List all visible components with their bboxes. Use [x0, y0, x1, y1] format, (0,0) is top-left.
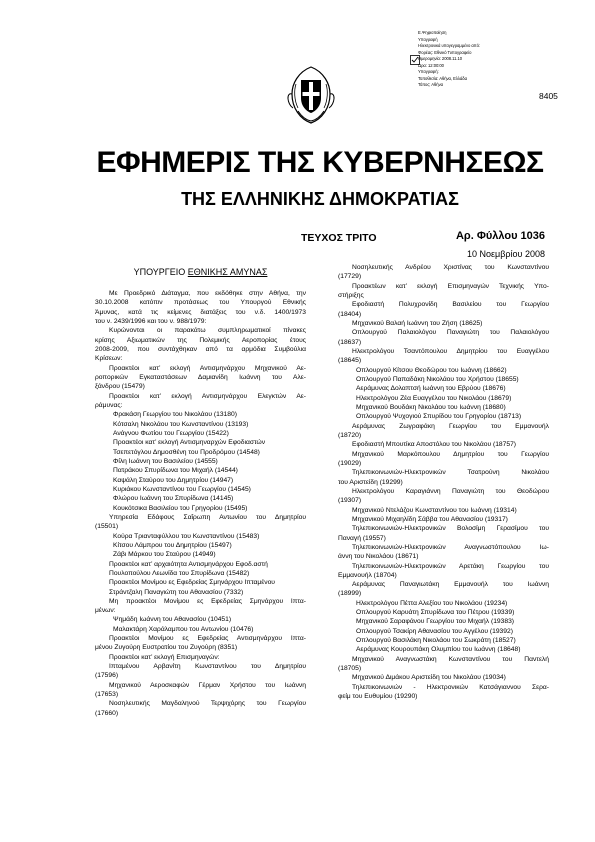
stamp-line: Υπογραφή: — [418, 69, 439, 74]
text-line: Προακτέοι Μονίμου ες Εφεδρείας Σμηνάρχου Ιπταμένου — [109, 579, 275, 587]
text-line: Οπλουργού Καρυάτη Σπυρίδωνα του Πέτρου (19339) — [356, 609, 515, 617]
text-line: στήριξης — [338, 291, 364, 299]
text-line: Προακτέοι κατ’ εκλογή Επισμηναγών: — [109, 653, 220, 661]
text-line: Ψημάδη Ιωάννη του Αθανασίου (10451) — [113, 616, 232, 624]
text-line: του ν. 2439/1996 και του ν. 988/1979: — [95, 317, 207, 325]
text-line: Ηλεκτρολόγου Καραγιάννη Παναγιώτη του Θεοδώρου — [352, 487, 549, 495]
text-line: Μηχανικού Βαλαή Ιωάννη του Ζήση (18625) — [352, 319, 483, 327]
text-line: Κρίσεων: — [95, 355, 123, 363]
text-line: Μηχανικού Αεροσκαφών Γέρμαν Χρήστου του Ιωάννη — [109, 681, 306, 689]
text-line: Μηχανικού Βουδάκη Νικολάου του Ιωάννη (18680) — [356, 403, 506, 411]
right-column-text — [338, 263, 549, 701]
text-line: Μηχανικού Ντελάζου Κωνσταντίνου του Ιωάννη (19314) — [352, 506, 517, 514]
text-line: Ιπταμένου Αρβανίτη Κωνσταντίνου του Δημητρίου — [109, 663, 306, 671]
stamp-line: Ώρα: 12:00:00 — [418, 62, 444, 68]
text-line: Οπλουργού Παλαιολόγου Παναγιώτη του Παλαιολόγου — [352, 329, 549, 337]
text-line: άννη του Νικολάου (18671) — [338, 553, 419, 561]
text-line: Ανάγνου Φωτίου του Γεωργίου (15422) — [113, 429, 229, 437]
text-line: (18645) — [338, 357, 362, 365]
text-line: Νοσηλευτικής Μαγδαληνού Τερψιχόρης του Γεωργίου — [109, 700, 306, 708]
text-line: Προακτέοι Μονίμου ες Εφεδρείας Αντισμηνάρχου Ιπτα- — [109, 635, 306, 643]
text-line: Κουκότσικα Βασιλείου του Γρηγορίου (15495) — [113, 504, 248, 512]
text-line: Εφοδιαστή Μπουτίκα Αποστόλου του Νικολάου (18757) — [352, 441, 517, 449]
text-line: Πουλοπούλου Λεωνίδα του Σπυρίδωνα (15482) — [109, 569, 250, 577]
text-line: Τηλεπικοινωνιών - Ηλεκτρονικών Κατσάγιαννου Σερα- — [352, 683, 549, 691]
text-line: Μηχανικού Μαρκόπουλου Δημητρίου του Γεωργίου — [352, 450, 549, 458]
text-line: Καψάλη Σταύρου του Δημητρίου (14947) — [113, 476, 234, 484]
text-line: Προακτέοι κατ’ αρχαιότητα Αντισμηνάρχου Εφοδ.αστή — [109, 560, 268, 568]
ministry-name: ΕΘΝΙΚΗΣ ΑΜΥΝΑΣ — [187, 267, 268, 277]
text-line: Παναγή (19557) — [338, 534, 386, 542]
text-line: του Αριστείδη (19299) — [338, 478, 403, 486]
text-line: Ζάβι Μάρκου του Σταύρου (14949) — [113, 551, 216, 559]
text-line: Κίτσου Λάμπρου του Δημητρίου (15497) — [113, 541, 232, 549]
text-line: Με Προεδρικό Διάταγμα, που εκδόθηκε στην Αθήνα, την — [109, 290, 306, 297]
text-line: Μηχανικού Αναγνωστάκη Κωνσταντίνου του Παντελή — [352, 655, 549, 663]
text-line: Υπηρεσία Εδάφους Σαΐρωπη Αντωνίου του Δημητρίου — [109, 513, 306, 521]
text-line: ξάνδρου (15479) — [95, 383, 145, 391]
text-line: 30.10.2008 κατόπιν προτάσεως του Υπουργού Εθνικής — [95, 299, 306, 307]
text-line: Ηλεκτρολόγου Ζέα Ευαγγέλου του Νικολάου (18679) — [356, 394, 512, 402]
digital-signature-stamp — [418, 30, 480, 89]
text-line: Ηλεκτρολόγου Πέττα Αλεξίου του Νικολάου (19234) — [356, 599, 508, 607]
text-line: Νοσηλευτικής Ανδρέου Χριστίνας του Κωνσταντίνου — [352, 264, 549, 271]
text-line: φείμ του Ευθυμίου (19290) — [338, 693, 418, 701]
text-line: Μηχανικού Διμάκου Αριστείδη του Νικολάου (19034) — [352, 674, 506, 682]
text-line: Φρακάση Γεωργίου του Νικολάου (13180) — [113, 411, 237, 419]
text-line: (17653) — [95, 691, 119, 699]
text-line: Αεράμυνας Ζωγραφάκη Γεωργίου του Εμμανουήλ — [352, 422, 549, 430]
text-line: Προακτέοι κατ’ εκλογή Αντισμηναρχών Εφοδιαστών — [113, 439, 266, 447]
stamp-line: Τόπος: Αθήνα — [418, 82, 444, 87]
gazette-subheading: ΤΗΣ ΕΛΛΗΝΙΚΗΣ ΔΗΜΟΚΡΑΤΙΑΣ — [181, 189, 459, 209]
text-line: Τηλεπικοινωνιών-Ηλεκτρονικών Αναγνωστόπουλου Ιω- — [352, 543, 549, 551]
page-number: 8405 — [539, 91, 558, 101]
text-line: (17660) — [95, 709, 119, 717]
text-line: (15501) — [95, 523, 119, 531]
text-line: κρίσης Αξιωματικών της Πολεμικής Αεροπορίας έτους — [95, 336, 306, 344]
text-line: Μηχανικού Σαραφάνου Γεωργίου του Μιχαήλ (19383) — [356, 618, 515, 626]
text-line: Πατράκου Σπυρίδωνα του Μιχαήλ (14544) — [113, 467, 238, 475]
text-line: Προακτέοι κατ’ εκλογή Αντισμηνάρχου Ελεγκτών Αε- — [109, 392, 306, 400]
text-line: ράμυνας: — [95, 401, 123, 409]
text-line: (17596) — [95, 672, 119, 680]
text-line: Οπλουργού Τσακίρη Αθανασίου του Αγγέλου (19392) — [356, 627, 513, 635]
text-line: Μηχανικού Μιχαηλίδη Σάββα του Αθανασίου (19317) — [352, 515, 508, 523]
text-line: (18705) — [338, 665, 362, 673]
issue-volume: ΤΕΥΧΟΣ ΤΡΙΤΟ — [301, 232, 377, 244]
text-line: (19029) — [338, 459, 362, 467]
text-line: Αεράμυνας Κουρουπάκη Ολυμπίου του Ιωάννη (18648) — [356, 646, 521, 654]
text-line: (18999) — [338, 590, 362, 598]
text-line: Τηλεπικοινωνιών-Ηλεκτρονικών Βολοσίμη Γερασίμου του — [352, 525, 549, 533]
text-line: (19307) — [338, 497, 362, 505]
text-line: Κούρα Τριανταφύλλου του Κωνσταντίνου (15483) — [113, 532, 260, 540]
text-line: Προακτέοι κατ’ εκλογή Αντισμηνάρχου Μηχανικού Αε- — [109, 364, 306, 372]
text-line: Οπλουργού Κίτσου Θεοδώρου του Ιωάννη (18662) — [356, 366, 507, 374]
text-line: (18637) — [338, 338, 362, 346]
text-line: ροπορικών Εγκαταστάσεων Δαμιανίδη Ιωάννη του Αλε- — [95, 373, 306, 381]
stamp-line: Υπογραφή — [418, 36, 438, 42]
signature-seal-icon — [410, 55, 420, 65]
text-line: Φίλη Ιωάννη του Βασιλείου (14555) — [113, 457, 218, 465]
issue-date: 10 Νοεμβρίου 2008 — [467, 249, 545, 259]
text-line: Κυρώνονται οι παρακάτω συμπληρωματικοί πίνακες — [109, 327, 306, 335]
text-line: Φλώρου Ιωάννη του Σπυρίδωνα (14145) — [113, 495, 234, 503]
text-line: 2008-2009, που συντάχθηκαν από τα αρμόδια Συμβούλια — [95, 345, 306, 353]
text-line: Ηλεκτρολόγου Τσαντόπουλου Δημητρίου του Ευαγγέλου — [352, 347, 549, 355]
text-line: Τηλεπικοινωνιών-Ηλεκτρονικών Τσατρούνη Νικολάου — [352, 469, 549, 477]
text-line: μένου Ζυγούρη Ευστρατίου του Ζυγούρη (8351) — [95, 644, 238, 652]
text-line: Οπλουργού Παπαδάκη Νικολάου του Χρήστου (18655) — [356, 375, 519, 383]
text-line: (18720) — [338, 431, 362, 439]
text-line: Τηλεπικοινωνιών-Ηλεκτρονικών Αρετάκη Γεωργίου του — [352, 562, 549, 570]
stamp-line: Ε.Ψηφιοποίηση — [418, 30, 447, 35]
text-line: Μαλακτάρη Χαράλαμπου του Αντωνίου (10476) — [113, 625, 254, 633]
ministry-heading — [95, 267, 306, 277]
text-line: Αεράμυνας Παναγιωτάκη Εμμανουήλ του Ιωάννη — [352, 581, 549, 589]
text-line: Άμυνας, κατά τις κείμενες διατάξεις του ν.δ. 1400/1973 — [95, 308, 306, 316]
text-line: Κότσαλη Νικολάου του Κωνσταντίνου (13193) — [113, 420, 249, 428]
greek-coat-of-arms-icon — [286, 64, 336, 126]
text-line: (18404) — [338, 310, 362, 318]
text-line: Τσεπετόγλου Δημοσθένη του Προδρόμου (14548) — [113, 448, 260, 456]
text-line: Μη προακτέοι Μονίμου ες Εφεδρείας Σμηνάρχου Ιπτα- — [109, 597, 306, 605]
gazette-masthead: ΕΦΗΜΕΡΙΣ ΤΗΣ ΚΥΒΕΡΝΗΣΕΩΣ — [96, 146, 544, 179]
stamp-line: Ημερομηνία: 2008.11.10 — [418, 56, 463, 61]
text-line: (17729) — [338, 273, 362, 281]
stamp-line: Ηλεκτρονικά υπογεγραμμένο από: — [418, 43, 480, 48]
text-line: μένων: — [95, 607, 116, 615]
text-line: Στράντζαλη Παναγιώτη του Αθανασίου (7332) — [109, 588, 244, 596]
left-column-text — [95, 289, 306, 718]
stamp-line: Τοποθεσία: Αθήνα, Ελλάδα — [418, 75, 467, 81]
ministry-prefix: ΥΠΟΥΡΓΕΙΟ — [133, 267, 188, 277]
text-line: Προακτέων κατ’ εκλογή Επισμηναγών Τεχνικής Υπο- — [352, 282, 549, 290]
text-line: Εμμανουήλ (18704) — [338, 571, 397, 579]
stamp-line: Φορέας: Εθνικό Τυπογραφείο — [418, 49, 472, 55]
text-line: Οπλουργού Ψυχογιού Σπυρίδου του Γρηγορίου (18713) — [356, 413, 522, 421]
text-line: Εφοδιαστή Πολυχρονίδη Βασιλείου του Γεωργίου — [352, 301, 549, 309]
sheet-number: Αρ. Φύλλου 1036 — [455, 230, 545, 242]
text-line: Κυριάκου Κωνσταντίνου του Γεωργίου (14545) — [113, 485, 251, 493]
text-line: Αεράμυνας Δολαπτσή Ιωάννη του Εβρύου (18676) — [356, 385, 506, 393]
text-line: Οπλουργού Βασιλάκη Νικολάου του Σωκράτη (18527) — [356, 637, 516, 645]
